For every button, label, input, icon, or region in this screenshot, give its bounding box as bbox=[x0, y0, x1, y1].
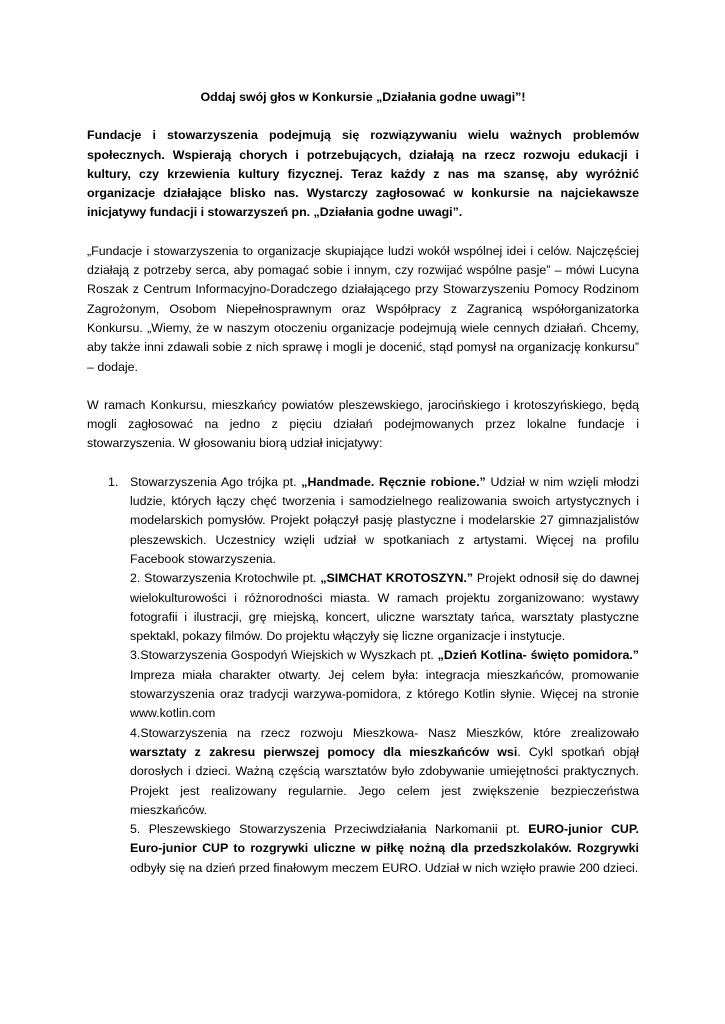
item-text-post: Projekt odnosił się do dawnej wielokulturowości i różnorodności miasta. W ramach projektu zorganizowano: wystawy fotografii i ilustracji, grę miejską, koncert, uliczne warsztaty tańca, warsztaty plastyczne spektakl, pokazy filmów. Do projektu włączyły się liczne organizacje i instytucje. bbox=[130, 571, 640, 644]
item-project-name: „Dzień Kotlina- święto pomidora.” bbox=[437, 648, 639, 663]
intro-paragraph: Fundacje i stowarzyszenia podejmują się rozwiązywaniu wielu ważnych problemów społecznych. Wspierają chorych i potrzebujących, działają na rzecz rozwoju edukacji i kultury, czy krzewienia kultury fizycznej. Teraz każdy z nas ma szansę, aby wyróżnić organizacje działające blisko nas. Wystarczy zagłosować w konkursie na najciekawsze inicjatywy fundacji i stowarzyszeń pn. „Działania godne uwagi”. bbox=[87, 128, 639, 220]
item-text-pre: 5. Pleszewskiego Stowarzyszenia Przeciwdziałania Narkomanii pt. bbox=[130, 822, 529, 837]
initiative-item-3 bbox=[130, 646, 639, 723]
item-project-name: warsztaty z zakresu pierwszej pomocy dla mieszkańców wsi bbox=[130, 744, 518, 759]
initiative-item-1 bbox=[108, 473, 640, 569]
document-title: Oddaj swój głos w Konkursie „Działania godne uwagi”! bbox=[200, 90, 526, 104]
document-page bbox=[87, 88, 639, 878]
initiative-item-4 bbox=[130, 724, 639, 820]
item-text-pre: 4.Stowarzyszenia na rzecz rozwoju Mieszkowa- Nasz Mieszków, które zrealizowało bbox=[130, 725, 639, 740]
item-project-name: „Handmade. Ręcznie robione.” bbox=[301, 474, 486, 489]
item-text-post: Udział w nim wzięli młodzi ludzie, których łączy chęć tworzenia i samodzielnego realizowania swoich artystycznych i modelarskich pomysłów. Projekt połączył pasję plastyczne i modelarskie 27 gimnazjalistów pleszewskich. Uczestnicy wzięli udział w spotkaniach z artystami. Więcej na profilu Facebook stowarzyszenia. bbox=[130, 474, 640, 566]
item-project-name: „SIMCHAT KROTOSZYN.” bbox=[320, 571, 474, 586]
list-number: 1. bbox=[108, 474, 119, 489]
item-project-name: EURO-junior CUP. Euro-junior CUP to rozgrywki uliczne w piłkę nożną dla przedszkolaków. Rozgrywki bbox=[130, 822, 639, 856]
item-text-post: odbyły się na dzień przed finałowym meczem EURO. Udział w nich wzięło prawie 200 dzieci. bbox=[130, 860, 639, 875]
initiative-item-2 bbox=[130, 569, 639, 646]
item-text-pre: 2. Stowarzyszenia Krotochwile pt. bbox=[130, 571, 321, 586]
initiative-item-5 bbox=[130, 820, 639, 878]
initiatives-list bbox=[108, 473, 640, 878]
contest-framework-paragraph: W ramach Konkursu, mieszkańcy powiatów pleszewskiego, jarocińskiego i krotoszyńskiego, będą mogli zagłosować na jedno z pięciu działań podejmowanych przez lokalne fundacje i stowarzyszenia. W głosowaniu biorą udział inicjatywy: bbox=[87, 397, 639, 451]
item-text-pre: Stowarzyszenia Ago trójka pt. bbox=[130, 474, 302, 489]
item-text-post: Impreza miała charakter otwarty. Jej celem była: integracja mieszkańców, promowanie stowarzyszenia oraz tradycji warzywa-pomidora, z którego Kotlin słynie. Więcej na stronie www.kotlin.com bbox=[130, 667, 639, 721]
quote-paragraph: „Fundacje i stowarzyszenia to organizacje skupiające ludzi wokół wspólnej idei i celów. Najczęściej działają z potrzeby serca, aby pomagać sobie i innym, czy rozwijać wspólne pasje” – mówi Lucyna Roszak z Centrum Informacyjno-Doradczego działającego przy Stowarzyszeniu Pomocy Rodzinom Zagrożonym, Osobom Niepełnosprawnym oraz Współpracy z Zagranicą współorganizatorka Konkursu. „Wiemy, że w naszym otoczeniu organizacje podejmują wiele cennych działań. Chcemy, aby także inni zdawali sobie z nich sprawę i mogli je docenić, stąd pomysł na organizację konkursu” – dodaje. bbox=[87, 243, 639, 374]
item-text-pre: 3.Stowarzyszenia Gospodyń Wiejskich w Wyszkach pt. bbox=[130, 648, 438, 663]
item-text-post: . Cykl spotkań objął dorosłych i dzieci. Ważną częścią warsztatów było zdobywanie umiejętności praktycznych. Projekt jest realizowany regularnie. Jego celem jest zwiększenie bezpieczeństwa mieszkańców. bbox=[130, 744, 639, 817]
